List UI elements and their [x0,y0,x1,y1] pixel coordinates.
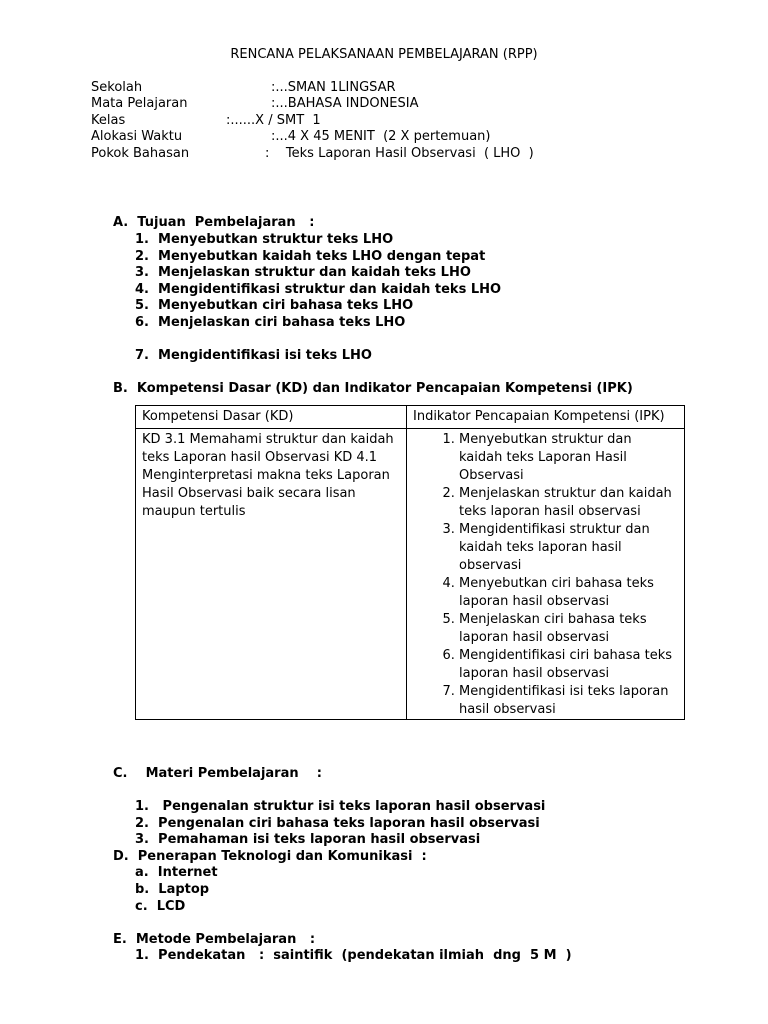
ipk-item: 3. Mengidentifikasi struktur dan kaidah teks laporan hasil observasi [459,521,678,575]
info-value-alokasi: :...4 X 45 MENIT (2 X pertemuan) [271,129,491,144]
ipk-item: 1. Menyebutkan struktur dan kaidah teks Laporan Hasil Observasi [459,431,678,485]
section-a-item: 2. Menyebutkan kaidah teks LHO dengan tepat [135,249,486,264]
kd-text: KD 3.1 Memahami struktur dan kaidah teks Laporan hasil Observasi KD 4.1 Menginterpretasi makna teks Laporan Hasil Observasi baik secara lisan maupun tertulis [136,429,407,720]
section-c-item: 2. Pengenalan ciri bahasa teks laporan hasil observasi [135,816,540,831]
section-d-item: b. Laptop [135,882,210,897]
section-a-item: 3. Menjelaskan struktur dan kaidah teks LHO [135,265,471,280]
section-a-item: 5. Menyebutkan ciri bahasa teks LHO [135,298,414,313]
col-header-ipk: Indikator Pencapaian Kompetensi (IPK) [407,406,685,429]
section-b-heading: B. Kompetensi Dasar (KD) dan Indikator Pencapaian Kompetensi (IPK) [113,381,633,396]
section-d-item: a. Internet [135,865,218,880]
table-row [136,429,685,720]
ipk-item: 6. Mengidentifikasi ciri bahasa teks laporan hasil observasi [459,647,678,683]
ipk-list [413,431,678,719]
section-a-item: 1. Menyebutkan struktur teks LHO [135,232,394,247]
section-c-item: 1. Pengenalan struktur isi teks laporan hasil observasi [135,799,546,814]
section-c-heading: C. Materi Pembelajaran : [113,766,322,781]
info-label-pokok: Pokok Bahasan [91,146,190,161]
table-header-row [136,406,685,429]
section-d-item: c. LCD [135,899,186,914]
info-value-pokok: : Teks Laporan Hasil Observasi ( LHO ) [265,146,534,161]
ipk-item: 5. Menjelaskan ciri bahasa teks laporan hasil observasi [459,611,678,647]
info-label-kelas: Kelas [91,113,126,128]
info-value-sekolah: :...SMAN 1LINGSAR [271,80,396,95]
page-title: RENCANA PELAKSANAAN PEMBELAJARAN (RPP) [230,47,538,62]
section-a-heading: A. Tujuan Pembelajaran : [113,215,315,230]
section-d-heading: D. Penerapan Teknologi dan Komunikasi : [113,849,427,864]
section-e-heading: E. Metode Pembelajaran : [113,932,316,947]
info-label-mapel: Mata Pelajaran [91,96,188,111]
info-label-alokasi: Alokasi Waktu [91,129,183,144]
info-value-mapel: :...BAHASA INDONESIA [271,96,419,111]
info-label-sekolah: Sekolah [91,80,143,95]
kd-ipk-table [135,405,685,720]
col-header-kd: Kompetensi Dasar (KD) [136,406,407,429]
section-e-item: 1. Pendekatan : saintifik (pendekatan ilmiah dng 5 M ) [135,948,572,963]
section-a-item: 6. Menjelaskan ciri bahasa teks LHO [135,315,406,330]
section-a-item: 7. Mengidentifikasi isi teks LHO [135,348,372,363]
ipk-item: 4. Menyebutkan ciri bahasa teks laporan hasil observasi [459,575,678,611]
section-a-item: 4. Mengidentifikasi struktur dan kaidah teks LHO [135,282,502,297]
ipk-item: 2. Menjelaskan struktur dan kaidah teks laporan hasil observasi [459,485,678,521]
ipk-item: 7. Mengidentifikasi isi teks laporan hasil observasi [459,683,678,719]
section-c-item: 3. Pemahaman isi teks laporan hasil observasi [135,832,481,847]
info-value-kelas: :......X / SMT 1 [226,113,321,128]
